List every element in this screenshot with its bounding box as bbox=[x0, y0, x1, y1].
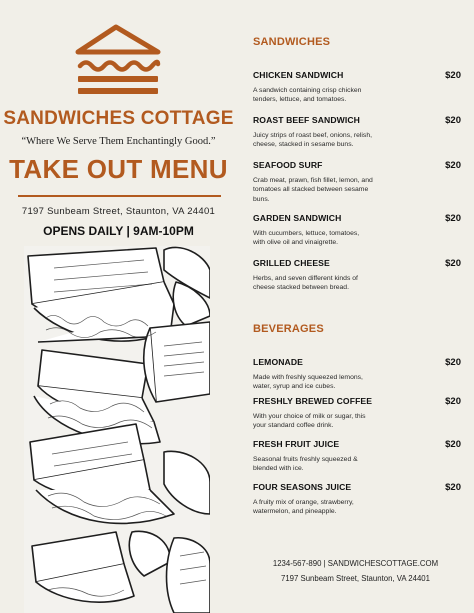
footer-contact: 1234-567-890 | SANDWICHESCOTTAGE.COM bbox=[272, 559, 439, 568]
menu-item-description: Seasonal fruits freshly squeezed & blended with ice. bbox=[253, 456, 358, 473]
brand-tagline: “Where We Serve Them Enchantingly Good.” bbox=[21, 136, 216, 147]
menu-item-description: With cucumbers, lettuce, tomatoes, with olive oil and vinaigrette. bbox=[253, 230, 360, 247]
menu-item-name: GRILLED CHEESE bbox=[253, 258, 330, 268]
menu-item-description: A sandwich containing crisp chicken tenders, lettuce, and tomatoes. bbox=[253, 87, 362, 104]
menu-item-description: Made with freshly squeezed lemons, water, syrup and ice cubes. bbox=[253, 374, 363, 391]
menu-item bbox=[253, 70, 461, 105]
menu-item-price: $20 bbox=[445, 396, 461, 407]
menu-item bbox=[253, 357, 461, 392]
right-panel bbox=[237, 0, 474, 613]
menu-item bbox=[253, 482, 461, 517]
menu-item-name: LEMONADE bbox=[253, 357, 303, 367]
menu-item-name: SEAFOOD SURF bbox=[253, 160, 323, 170]
menu-item-price: $20 bbox=[445, 213, 461, 224]
opening-hours: OPENS DAILY | 9AM-10PM bbox=[43, 224, 194, 238]
menu-item-price: $20 bbox=[445, 70, 461, 81]
menu-item-description: Juicy strips of roast beef, onions, relish, cheese, stacked in sesame buns. bbox=[253, 132, 372, 149]
beverages-heading: BEVERAGES bbox=[253, 323, 324, 335]
menu-item-name: CHICKEN SANDWICH bbox=[253, 70, 344, 80]
sandwich-icon bbox=[72, 24, 164, 100]
sandwich-sketch-illustration bbox=[24, 246, 210, 613]
menu-item-description: Herbs, and seven different kinds of cheese stacked between bread. bbox=[253, 275, 358, 292]
menu-item-name: ROAST BEEF SANDWICH bbox=[253, 115, 360, 125]
menu-item bbox=[253, 160, 461, 204]
title-divider bbox=[18, 195, 221, 197]
sandwiches-heading: SANDWICHES bbox=[253, 36, 331, 48]
menu-item-name: FRESH FRUIT JUICE bbox=[253, 439, 340, 449]
menu-item bbox=[253, 213, 461, 248]
footer-address: 7197 Sunbeam Street, Staunton, VA 24401 bbox=[281, 574, 430, 583]
menu-item bbox=[253, 396, 461, 431]
menu-item-price: $20 bbox=[445, 160, 461, 171]
menu-item-price: $20 bbox=[445, 258, 461, 269]
menu-item-description: A fruity mix of orange, strawberry, watermelon, and pineapple. bbox=[253, 499, 354, 516]
header-address: 7197 Sunbeam Street, Staunton, VA 24401 bbox=[21, 206, 216, 217]
menu-item-price: $20 bbox=[445, 357, 461, 368]
menu-title: TAKE OUT MENU bbox=[9, 154, 228, 184]
menu-item-name: GARDEN SANDWICH bbox=[253, 213, 342, 223]
menu-item-price: $20 bbox=[445, 439, 461, 450]
menu-item bbox=[253, 258, 461, 293]
menu-item-price: $20 bbox=[445, 482, 461, 493]
menu-item-description: Crab meat, prawn, fish fillet, lemon, and tomatoes all stacked between sesame buns. bbox=[253, 177, 373, 203]
menu-item-price: $20 bbox=[445, 115, 461, 126]
menu-item-name: FRESHLY BREWED COFFEE bbox=[253, 396, 373, 406]
brand-name: SANDWICHES COTTAGE bbox=[3, 108, 234, 129]
menu-item bbox=[253, 115, 461, 150]
menu-item-name: FOUR SEASONS JUICE bbox=[253, 482, 352, 492]
menu-item-description: With your choice of milk or sugar, this your standard coffee drink. bbox=[253, 413, 366, 430]
menu-item bbox=[253, 439, 461, 474]
